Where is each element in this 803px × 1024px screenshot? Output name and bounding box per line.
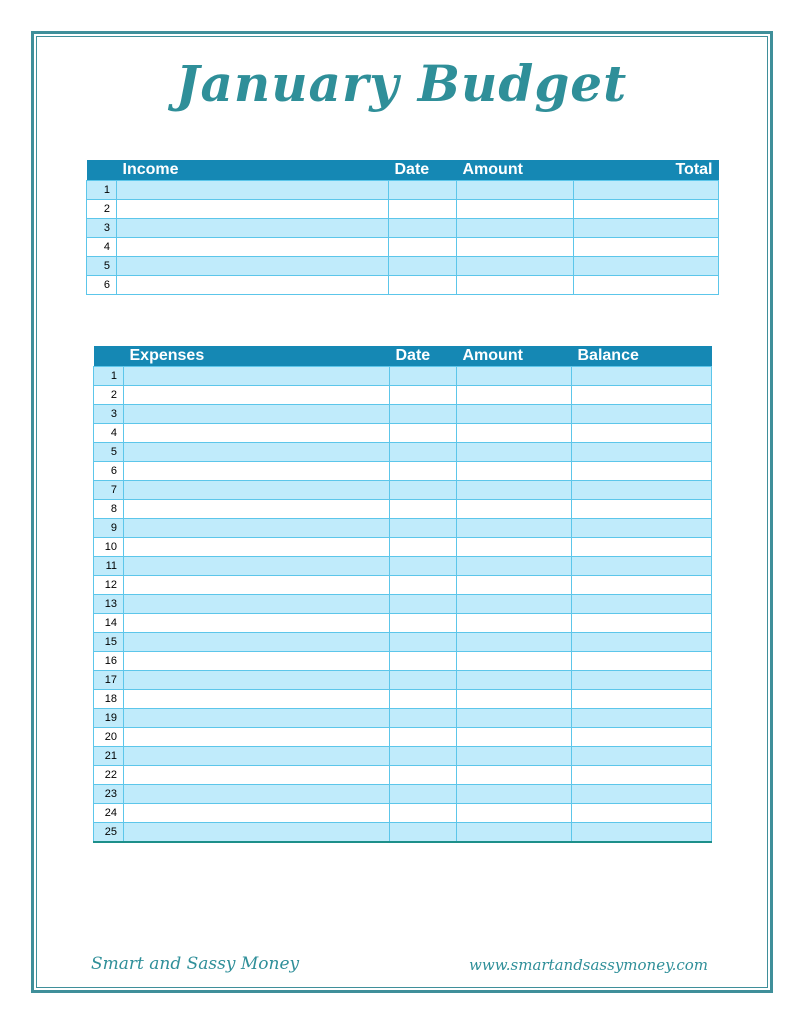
income-header-income: Income (117, 160, 389, 181)
expenses-row (94, 367, 712, 386)
expenses-description-cell[interactable] (124, 519, 390, 538)
expenses-row-number: 2 (94, 386, 124, 405)
expenses-row-number: 19 (94, 709, 124, 728)
expenses-amount-cell[interactable] (457, 519, 572, 538)
expenses-row (94, 709, 712, 728)
expenses-description-cell[interactable] (124, 462, 390, 481)
income-date-cell[interactable] (389, 219, 457, 238)
expenses-amount-cell[interactable] (457, 709, 572, 728)
income-amount-cell[interactable] (457, 181, 574, 200)
expenses-description-cell[interactable] (124, 690, 390, 709)
expenses-amount-cell[interactable] (457, 386, 572, 405)
expenses-row (94, 728, 712, 747)
expenses-row (94, 633, 712, 652)
expenses-table (93, 346, 712, 843)
expenses-date-cell[interactable] (390, 424, 457, 443)
expenses-row-number: 18 (94, 690, 124, 709)
expenses-date-cell[interactable] (390, 386, 457, 405)
expenses-date-cell[interactable] (390, 557, 457, 576)
expenses-total-cell[interactable] (572, 671, 712, 690)
expenses-description-cell[interactable] (124, 804, 390, 823)
expenses-header-date: Date (390, 346, 457, 367)
income-date-cell[interactable] (389, 257, 457, 276)
expenses-total-cell[interactable] (572, 728, 712, 747)
expenses-total-cell[interactable] (572, 785, 712, 804)
expenses-row-number: 16 (94, 652, 124, 671)
expenses-description-cell[interactable] (124, 671, 390, 690)
expenses-total-cell[interactable] (572, 709, 712, 728)
expenses-date-cell[interactable] (390, 538, 457, 557)
expenses-total-cell[interactable] (572, 595, 712, 614)
income-date-cell[interactable] (389, 238, 457, 257)
expenses-date-cell[interactable] (390, 405, 457, 424)
expenses-amount-cell[interactable] (457, 671, 572, 690)
expenses-row (94, 557, 712, 576)
expenses-row (94, 462, 712, 481)
expenses-row (94, 386, 712, 405)
income-row-number: 2 (87, 200, 117, 219)
expenses-amount-cell[interactable] (457, 443, 572, 462)
expenses-date-cell[interactable] (390, 728, 457, 747)
expenses-description-cell[interactable] (124, 576, 390, 595)
income-total-cell[interactable] (574, 276, 719, 295)
footer-url[interactable]: www.smartandsassymoney.com (469, 956, 708, 974)
income-date-cell[interactable] (389, 200, 457, 219)
expenses-total-cell[interactable] (572, 367, 712, 386)
expenses-row (94, 652, 712, 671)
income-row (87, 276, 719, 295)
expenses-row-number: 3 (94, 405, 124, 424)
expenses-description-cell[interactable] (124, 614, 390, 633)
expenses-description-cell[interactable] (124, 424, 390, 443)
expenses-amount-cell[interactable] (457, 557, 572, 576)
expenses-amount-cell[interactable] (457, 595, 572, 614)
expenses-amount-cell[interactable] (457, 652, 572, 671)
expenses-description-cell[interactable] (124, 481, 390, 500)
expenses-row (94, 614, 712, 633)
expenses-row-number: 25 (94, 823, 124, 843)
expenses-row (94, 500, 712, 519)
income-row-number: 1 (87, 181, 117, 200)
income-amount-cell[interactable] (457, 238, 574, 257)
expenses-row-number: 1 (94, 367, 124, 386)
page-title: January Budget (175, 54, 628, 113)
expenses-amount-cell[interactable] (457, 785, 572, 804)
expenses-total-cell[interactable] (572, 443, 712, 462)
expenses-amount-cell[interactable] (457, 804, 572, 823)
expenses-amount-cell[interactable] (457, 405, 572, 424)
expenses-header-num (94, 346, 124, 367)
expenses-total-cell[interactable] (572, 633, 712, 652)
income-row-number: 3 (87, 219, 117, 238)
expenses-description-cell[interactable] (124, 709, 390, 728)
expenses-date-cell[interactable] (390, 519, 457, 538)
expenses-total-cell[interactable] (572, 766, 712, 785)
income-amount-cell[interactable] (457, 200, 574, 219)
expenses-date-cell[interactable] (390, 462, 457, 481)
expenses-total-cell[interactable] (572, 576, 712, 595)
income-row-number: 6 (87, 276, 117, 295)
expenses-row-number: 6 (94, 462, 124, 481)
expenses-header-row (94, 346, 712, 367)
expenses-date-cell[interactable] (390, 367, 457, 386)
expenses-description-cell[interactable] (124, 823, 390, 843)
expenses-total-cell[interactable] (572, 405, 712, 424)
expenses-total-cell[interactable] (572, 690, 712, 709)
expenses-description-cell[interactable] (124, 633, 390, 652)
expenses-row-number: 4 (94, 424, 124, 443)
expenses-amount-cell[interactable] (457, 538, 572, 557)
expenses-date-cell[interactable] (390, 709, 457, 728)
expenses-amount-cell[interactable] (457, 823, 572, 843)
expenses-description-cell[interactable] (124, 557, 390, 576)
income-row-number: 5 (87, 257, 117, 276)
expenses-description-cell[interactable] (124, 386, 390, 405)
income-header-date: Date (389, 160, 457, 181)
expenses-row (94, 405, 712, 424)
expenses-amount-cell[interactable] (457, 633, 572, 652)
expenses-date-cell[interactable] (390, 633, 457, 652)
income-amount-cell[interactable] (457, 276, 574, 295)
expenses-row-number: 8 (94, 500, 124, 519)
expenses-total-cell[interactable] (572, 424, 712, 443)
expenses-total-cell[interactable] (572, 823, 712, 843)
expenses-row-number: 17 (94, 671, 124, 690)
income-row (87, 257, 719, 276)
expenses-row-number: 5 (94, 443, 124, 462)
expenses-row (94, 443, 712, 462)
income-header-num (87, 160, 117, 181)
expenses-row (94, 576, 712, 595)
expenses-total-cell[interactable] (572, 804, 712, 823)
expenses-row (94, 519, 712, 538)
expenses-row (94, 481, 712, 500)
expenses-total-cell[interactable] (572, 500, 712, 519)
expenses-row (94, 424, 712, 443)
expenses-description-cell[interactable] (124, 728, 390, 747)
income-header-row (87, 160, 719, 181)
income-table (86, 160, 719, 295)
income-row (87, 219, 719, 238)
expenses-amount-cell[interactable] (457, 747, 572, 766)
expenses-row-number: 9 (94, 519, 124, 538)
expenses-amount-cell[interactable] (457, 690, 572, 709)
expenses-row (94, 595, 712, 614)
expenses-description-cell[interactable] (124, 443, 390, 462)
expenses-row (94, 823, 712, 843)
footer-brand: Smart and Sassy Money (91, 954, 300, 974)
income-amount-cell[interactable] (457, 219, 574, 238)
expenses-description-cell[interactable] (124, 785, 390, 804)
expenses-row-number: 21 (94, 747, 124, 766)
expenses-total-cell[interactable] (572, 557, 712, 576)
expenses-row-number: 24 (94, 804, 124, 823)
expenses-description-cell[interactable] (124, 538, 390, 557)
expenses-total-cell[interactable] (572, 747, 712, 766)
expenses-date-cell[interactable] (390, 481, 457, 500)
expenses-row-number: 20 (94, 728, 124, 747)
expenses-row-number: 22 (94, 766, 124, 785)
income-row (87, 200, 719, 219)
income-header-total: Total (574, 160, 719, 181)
expenses-date-cell[interactable] (390, 766, 457, 785)
income-date-cell[interactable] (389, 276, 457, 295)
expenses-amount-cell[interactable] (457, 481, 572, 500)
expenses-date-cell[interactable] (390, 443, 457, 462)
expenses-date-cell[interactable] (390, 576, 457, 595)
expenses-description-cell[interactable] (124, 500, 390, 519)
expenses-row (94, 804, 712, 823)
expenses-date-cell[interactable] (390, 823, 457, 843)
expenses-total-cell[interactable] (572, 538, 712, 557)
expenses-row (94, 538, 712, 557)
expenses-amount-cell[interactable] (457, 614, 572, 633)
income-amount-cell[interactable] (457, 257, 574, 276)
income-description-cell[interactable] (117, 200, 389, 219)
expenses-header-expenses: Expenses (124, 346, 390, 367)
income-description-cell[interactable] (117, 276, 389, 295)
income-total-cell[interactable] (574, 200, 719, 219)
expenses-description-cell[interactable] (124, 405, 390, 424)
expenses-header-balance: Balance (572, 346, 712, 367)
expenses-date-cell[interactable] (390, 671, 457, 690)
income-description-cell[interactable] (117, 181, 389, 200)
expenses-description-cell[interactable] (124, 766, 390, 785)
expenses-date-cell[interactable] (390, 652, 457, 671)
expenses-total-cell[interactable] (572, 519, 712, 538)
income-total-cell[interactable] (574, 257, 719, 276)
expenses-date-cell[interactable] (390, 785, 457, 804)
expenses-total-cell[interactable] (572, 652, 712, 671)
expenses-description-cell[interactable] (124, 747, 390, 766)
income-row (87, 238, 719, 257)
expenses-amount-cell[interactable] (457, 367, 572, 386)
expenses-date-cell[interactable] (390, 500, 457, 519)
expenses-row-number: 14 (94, 614, 124, 633)
expenses-row-number: 7 (94, 481, 124, 500)
expenses-description-cell[interactable] (124, 652, 390, 671)
income-row-number: 4 (87, 238, 117, 257)
income-row (87, 181, 719, 200)
expenses-total-cell[interactable] (572, 614, 712, 633)
expenses-amount-cell[interactable] (457, 576, 572, 595)
expenses-row (94, 766, 712, 785)
expenses-amount-cell[interactable] (457, 500, 572, 519)
expenses-date-cell[interactable] (390, 595, 457, 614)
expenses-date-cell[interactable] (390, 614, 457, 633)
expenses-date-cell[interactable] (390, 690, 457, 709)
expenses-amount-cell[interactable] (457, 424, 572, 443)
expenses-row (94, 671, 712, 690)
expenses-row-number: 10 (94, 538, 124, 557)
expenses-date-cell[interactable] (390, 804, 457, 823)
expenses-total-cell[interactable] (572, 462, 712, 481)
income-total-cell[interactable] (574, 181, 719, 200)
expenses-description-cell[interactable] (124, 367, 390, 386)
income-description-cell[interactable] (117, 238, 389, 257)
expenses-row-number: 13 (94, 595, 124, 614)
expenses-header-amount: Amount (457, 346, 572, 367)
income-description-cell[interactable] (117, 219, 389, 238)
expenses-row-number: 11 (94, 557, 124, 576)
income-description-cell[interactable] (117, 257, 389, 276)
expenses-row (94, 785, 712, 804)
expenses-row-number: 23 (94, 785, 124, 804)
expenses-date-cell[interactable] (390, 747, 457, 766)
expenses-description-cell[interactable] (124, 595, 390, 614)
expenses-amount-cell[interactable] (457, 728, 572, 747)
expenses-row (94, 690, 712, 709)
income-total-cell[interactable] (574, 238, 719, 257)
expenses-amount-cell[interactable] (457, 462, 572, 481)
income-total-cell[interactable] (574, 219, 719, 238)
expenses-row-number: 12 (94, 576, 124, 595)
expenses-row-number: 15 (94, 633, 124, 652)
expenses-row (94, 747, 712, 766)
income-header-amount: Amount (457, 160, 574, 181)
expenses-total-cell[interactable] (572, 386, 712, 405)
expenses-total-cell[interactable] (572, 481, 712, 500)
income-date-cell[interactable] (389, 181, 457, 200)
expenses-amount-cell[interactable] (457, 766, 572, 785)
